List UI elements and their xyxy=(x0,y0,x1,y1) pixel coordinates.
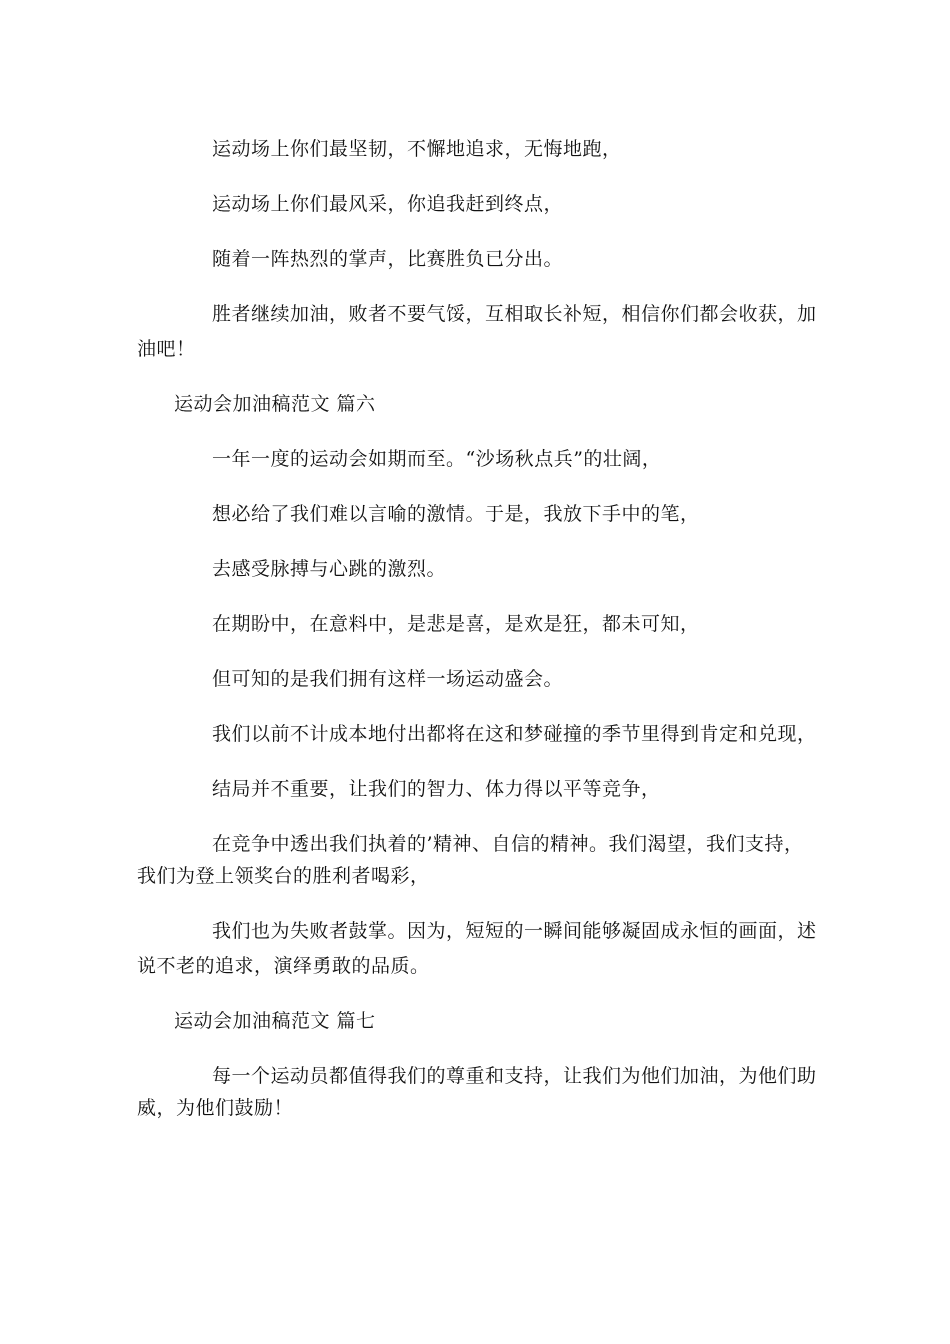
text-line: 去感受脉搏与心跳的激烈。 xyxy=(212,558,447,580)
text-line: 我们为登上领奖台的胜利者喝彩， xyxy=(137,865,430,887)
text-line: 我们以前不计成本地付出都将在这和梦碰撞的季节里得到肯定和兑现， xyxy=(212,723,817,745)
text-line: 在竞争中透出我们执着的’精神、自信的精神。我们渴望，我们支持， xyxy=(212,833,804,855)
text-line: 我们也为失败者鼓掌。因为，短短的一瞬间能够凝固成永恒的画面，述 xyxy=(212,920,817,942)
text-line: 油吧！ xyxy=(137,338,196,360)
text-line: 说不老的追求，演绎勇敢的品质。 xyxy=(137,955,430,977)
text-line: 胜者继续加油，败者不要气馁，互相取长补短，相信你们都会收获，加 xyxy=(212,303,817,325)
text-line: 但可知的是我们拥有这样一场运动盛会。 xyxy=(212,668,564,690)
text-line: 运动场上你们最坚韧，不懈地追求，无悔地跑， xyxy=(212,138,622,160)
section-heading: 运动会加油稿范文 篇六 xyxy=(174,393,376,415)
text-line: 想必给了我们难以言喻的激情。于是，我放下手中的笔， xyxy=(212,503,700,525)
text-line: 一年一度的运动会如期而至。“沙场秋点兵”的壮阔， xyxy=(212,448,662,470)
text-line: 结局并不重要，让我们的智力、体力得以平等竞争， xyxy=(212,778,661,800)
text-line: 运动场上你们最风采，你追我赶到终点， xyxy=(212,193,564,215)
text-line: 每一个运动员都值得我们的尊重和支持，让我们为他们加油，为他们助 xyxy=(212,1065,817,1087)
section-heading: 运动会加油稿范文 篇七 xyxy=(174,1010,376,1032)
text-line: 威，为他们鼓励！ xyxy=(137,1097,294,1119)
text-line: 在期盼中，在意料中，是悲是喜，是欢是狂，都未可知， xyxy=(212,613,700,635)
text-line: 随着一阵热烈的掌声，比赛胜负已分出。 xyxy=(212,248,564,270)
